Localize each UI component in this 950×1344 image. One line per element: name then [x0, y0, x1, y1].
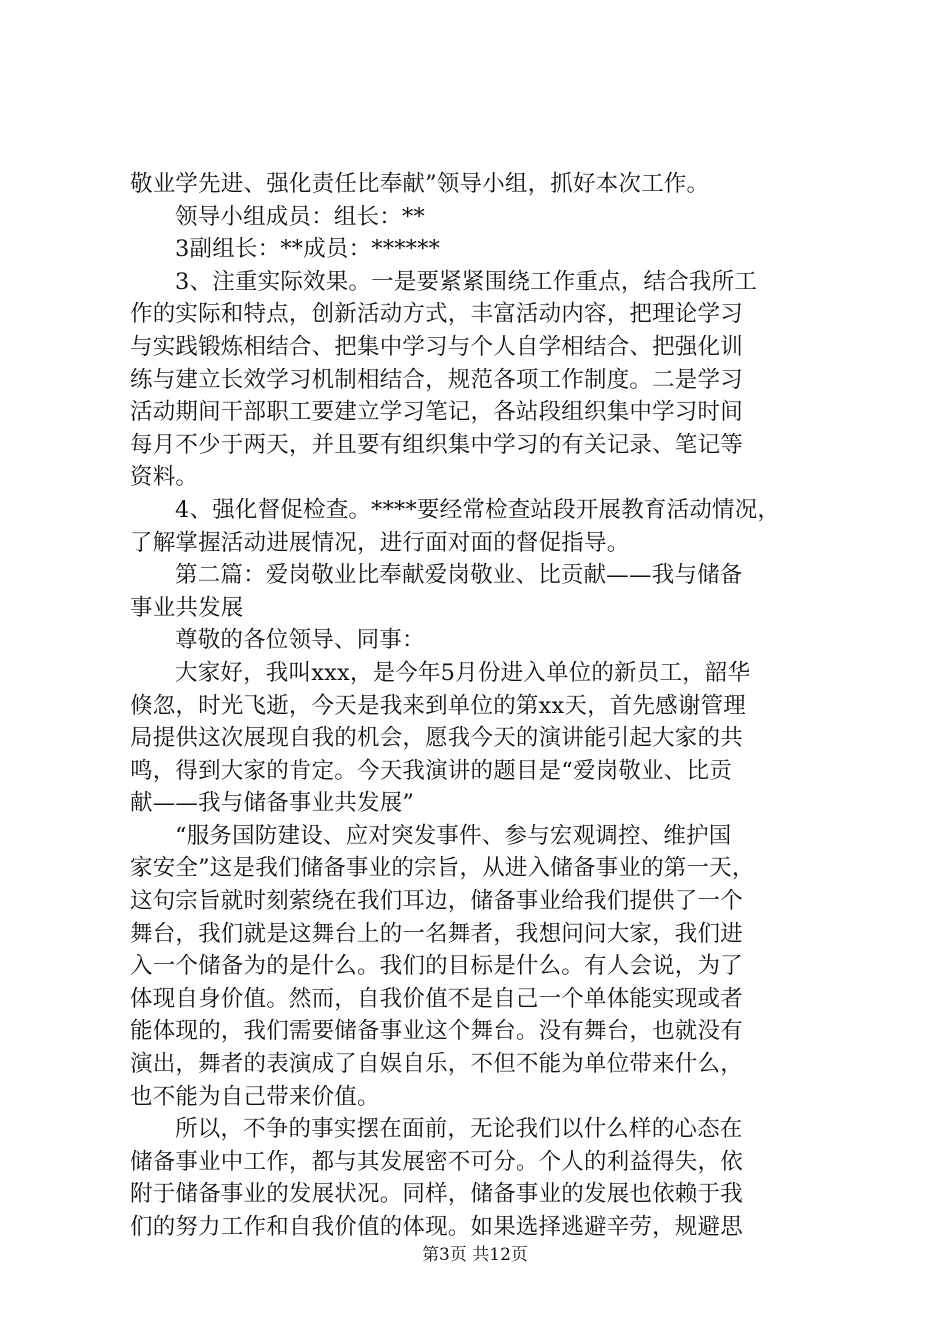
text-line: 所以，不争的事实摆在面前，无论我们以什么样的心态在	[175, 1116, 743, 1143]
text-line: 第二篇：爱岗敬业比奉献爱岗敬业、比贡献——我与储备	[175, 562, 743, 589]
text-line: 也不能为自己带来价值。	[130, 1083, 380, 1110]
text-line: 与实践锻炼相结合、把集中学习与个人自学相结合、把强化训	[130, 333, 743, 360]
text-line: 3、注重实际效果。一是要紧紧围绕工作重点，结合我所工	[175, 268, 758, 295]
text-line: “服务国防建设、应对突发事件、参与宏观调控、维护国	[175, 822, 732, 849]
document-body	[130, 168, 832, 1244]
text-line: 每月不少于两天，并且要有组织集中学习的有关记录、笔记等	[130, 431, 743, 458]
text-line: 倏忽，时光飞逝，今天是我来到单位的第xx天，首先感谢管理	[130, 692, 746, 719]
text-line: 作的实际和特点，创新活动方式，丰富活动内容，把理论学习	[130, 301, 743, 328]
text-line: 附于储备事业的发展状况。同样，储备事业的发展也依赖于我	[130, 1181, 743, 1208]
text-line: 舞台，我们就是这舞台上的一名舞者，我想问问大家，我们进	[130, 920, 743, 947]
text-line: 这句宗旨就时刻萦绕在我们耳边，储备事业给我们提供了一个	[130, 888, 743, 915]
text-line: 大家好，我叫xxx，是今年5月份进入单位的新员工，韶华	[175, 659, 751, 686]
text-line: 献——我与储备事业共发展”	[130, 790, 415, 817]
text-line: 储备事业中工作，都与其发展密不可分。个人的利益得失，依	[130, 1148, 743, 1175]
text-line: 3副组长：**成员：******	[175, 236, 441, 263]
text-line: 能体现的，我们需要储备事业这个舞台。没有舞台，也就没有	[130, 1018, 743, 1045]
text-line: 活动期间干部职工要建立学习笔记，各站段组织集中学习时间	[130, 399, 743, 426]
page-footer: 第3页 共12页	[422, 1245, 528, 1265]
text-line: 鸣，得到大家的肯定。今天我演讲的题目是“爱岗敬业、比贡	[130, 757, 732, 784]
text-line: 演出，舞者的表演成了自娱自乐，不但不能为单位带来什么，	[130, 1051, 743, 1078]
text-line: 尊敬的各位领导、同事：	[175, 627, 425, 654]
text-line: 资料。	[130, 464, 199, 491]
text-line: 练与建立长效学习机制相结合，规范各项工作制度。二是学习	[130, 366, 743, 393]
text-line: 了解掌握活动进展情况，进行面对面的督促指导。	[130, 529, 630, 556]
text-line: 家安全”这是我们储备事业的宗旨，从进入储备事业的第一天，	[130, 855, 755, 882]
text-line: 入一个储备为的是什么。我们的目标是什么。有人会说，为了	[130, 953, 743, 980]
text-line: 体现自身价值。然而，自我价值不是自己一个单体能实现或者	[130, 985, 743, 1012]
text-line: 们的努力工作和自我价值的体现。如果选择逃避辛劳，规避思	[130, 1214, 743, 1240]
text-line: 敬业学先进、强化责任比奉献”领导小组，抓好本次工作。	[130, 171, 710, 197]
text-line: 领导小组成员：组长：**	[175, 203, 425, 230]
text-line: 局提供这次展现自我的机会，愿我今天的演讲能引起大家的共	[130, 725, 743, 752]
text-line: 4、强化督促检查。****要经常检查站段开展教育活动情况，	[175, 496, 781, 523]
text-line: 事业共发展	[130, 594, 244, 621]
